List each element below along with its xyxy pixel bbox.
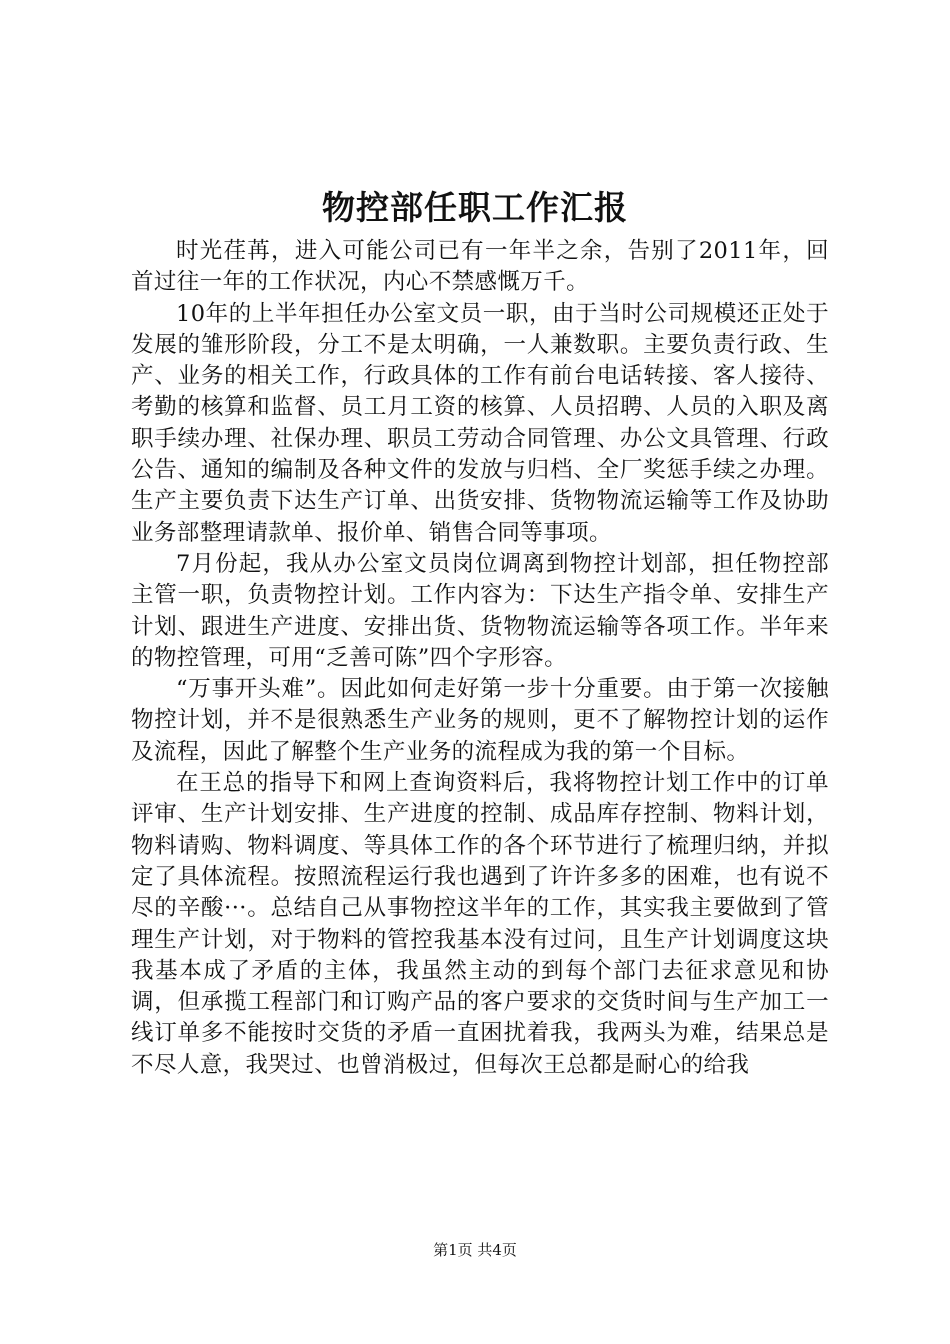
- paragraph: 10年的上半年担任办公室文员一职，由于当时公司规模还正处于发展的雏形阶段，分工不是太明确，一人兼数职。主要负责行政、生产、业务的相关工作，行政具体的工作有前台电话转接、客人接待、考勤的核算和监督、员工月工资的核算、人员招聘、人员的入职及离职手续办理、社保办理、职员工劳动合同管理、办公文具管理、行政公告、通知的编制及各种文件的发放与归档、全厂奖惩手续之办理。生产主要负责下达生产订单、出货安排、货物物流运输等工作及协助业务部整理请款单、报价单、销售合同等事项。: [131, 300, 829, 546]
- paragraph: 时光荏苒，进入可能公司已有一年半之余，告别了2011年，回首过往一年的工作状况，内心不禁感慨万千。: [131, 238, 829, 296]
- paragraph: “万事开头难”。因此如何走好第一步十分重要。由于第一次接触物控计划，并不是很熟悉生产业务的规则，更不了解物控计划的运作及流程，因此了解整个生产业务的流程成为我的第一个目标。: [131, 676, 829, 765]
- paragraph: 7月份起，我从办公室文员岗位调离到物控计划部，担任物控部主管一职，负责物控计划。工作内容为：下达生产指令单、安排生产计划、跟进生产进度、安排出货、货物物流运输等各项工作。半年来的物控管理，可用“乏善可陈”四个字形容。: [131, 550, 829, 671]
- document-title: 物控部任职工作汇报: [322, 188, 628, 227]
- document-body: [131, 236, 829, 1081]
- page-footer: 第1页 共4页: [433, 1241, 517, 1259]
- paragraph: 在王总的指导下和网上查询资料后，我将物控计划工作中的订单评审、生产计划安排、生产进度的控制、成品库存控制、物料计划，物料请购、物料调度、等具体工作的各个环节进行了梳理归纳，并拟定了具体流程。按照流程运行我也遇到了许许多多的困难，也有说不尽的辛酸···。总结自己从事物控这半年的工作，其实我主要做到了管理生产计划，对于物料的管控我基本没有过问，且生产计划调度这块我基本成了矛盾的主体，我虽然主动的到每个部门去征求意见和协调，但承揽工程部门和订购产品的客户要求的交货时间与生产加工一线订单多不能按时交货的矛盾一直困扰着我，我两头为难，结果总是不尽人意，我哭过、也曾消极过，但每次王总都是耐心的给我: [131, 770, 829, 1078]
